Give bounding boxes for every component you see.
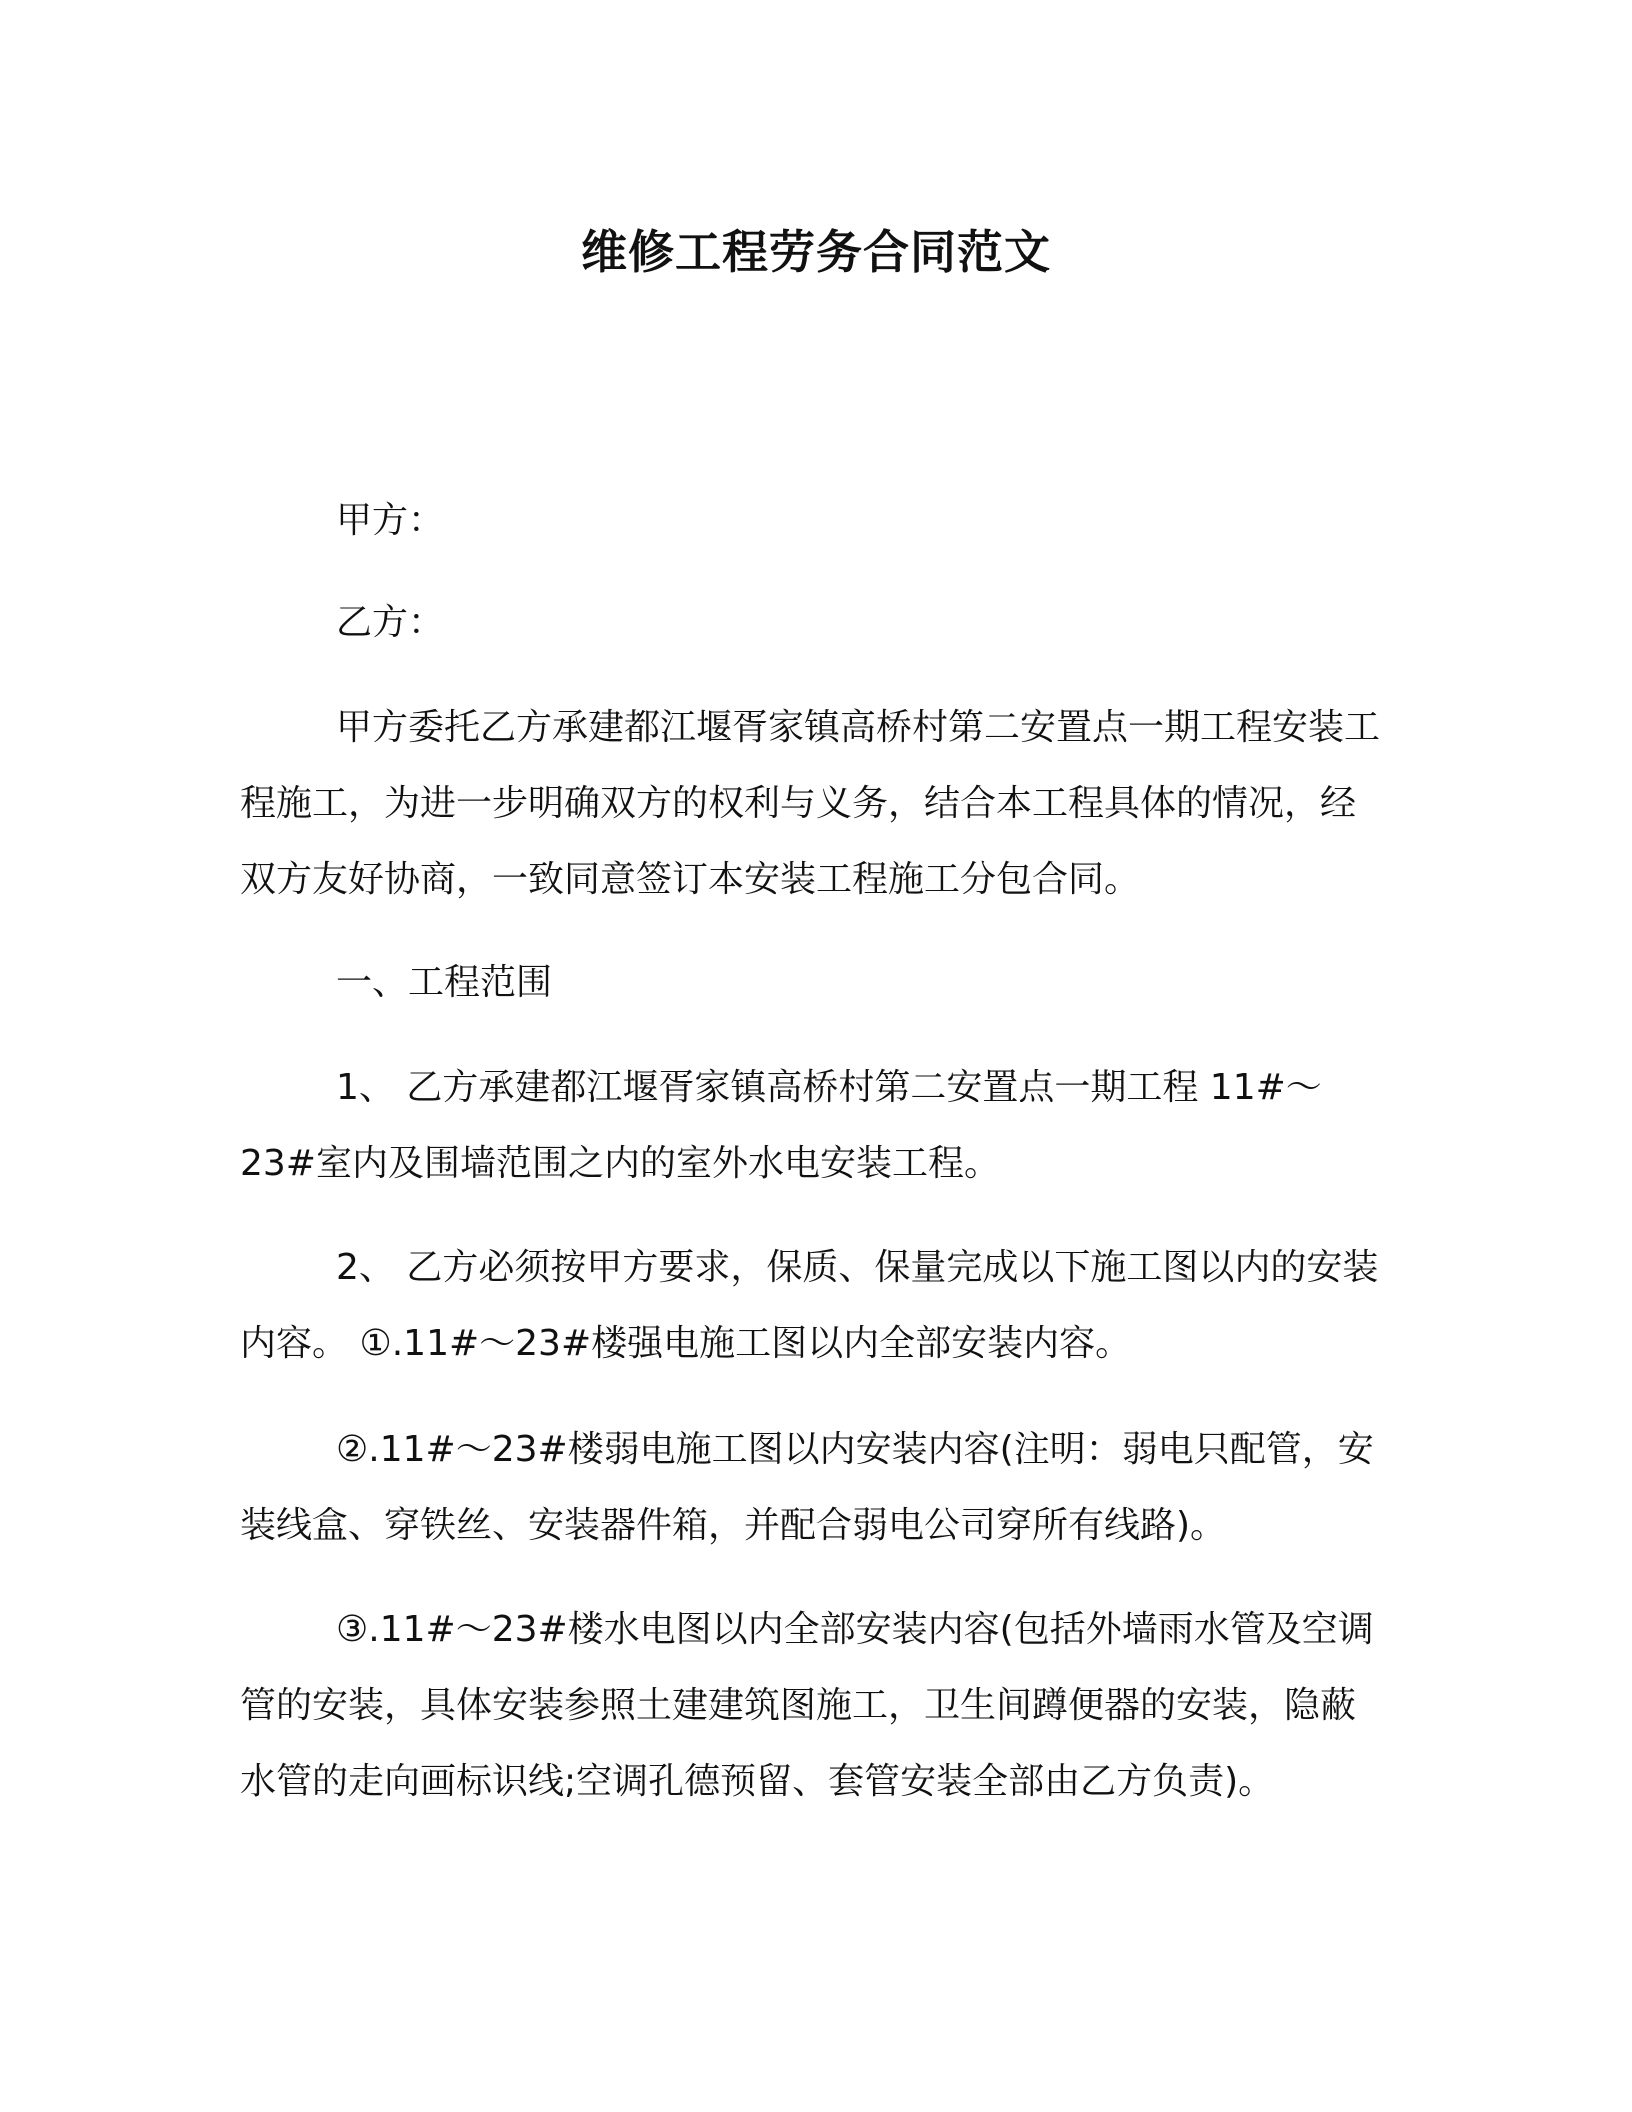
section-heading-scope: 一、工程范围 [336,962,553,1003]
party-a-line: 甲方： [336,500,445,541]
document-title: 维修工程劳务合同范文 [581,225,1051,279]
party-b-line: 乙方： [336,602,445,643]
scope-item-1: 1、 乙方承建都江堰胥家镇高桥村第二安置点一期工程 11#～23#室内及围墙范围之内的室外水电安装工程。 [240,1067,1322,1184]
scope-item-2-sub-2: ②.11#～23#楼弱电施工图以内安装内容(注明：弱电只配管，安装线盒、穿铁丝、安装器件箱，并配合弱电公司穿所有线路)。 [240,1429,1374,1546]
scope-item-2: 2、 乙方必须按甲方要求，保质、保量完成以下施工图以内的安装内容。 ①.11#～23#楼强电施工图以内全部安装内容。 [240,1247,1379,1364]
intro-paragraph: 甲方委托乙方承建都江堰胥家镇高桥村第二安置点一期工程安装工程施工，为进一步明确双方的权利与义务，结合本工程具体的情况，经双方友好协商，一致同意签订本安装工程施工分包合同。 [240,707,1381,900]
scope-item-2-sub-3: ③.11#～23#楼水电图以内全部安装内容(包括外墙雨水管及空调管的安装，具体安装参照土建建筑图施工，卫生间蹲便器的安装，隐蔽水管的走向画标识线;空调孔德预留、套管安装全部由乙方负责)。 [240,1609,1374,1802]
